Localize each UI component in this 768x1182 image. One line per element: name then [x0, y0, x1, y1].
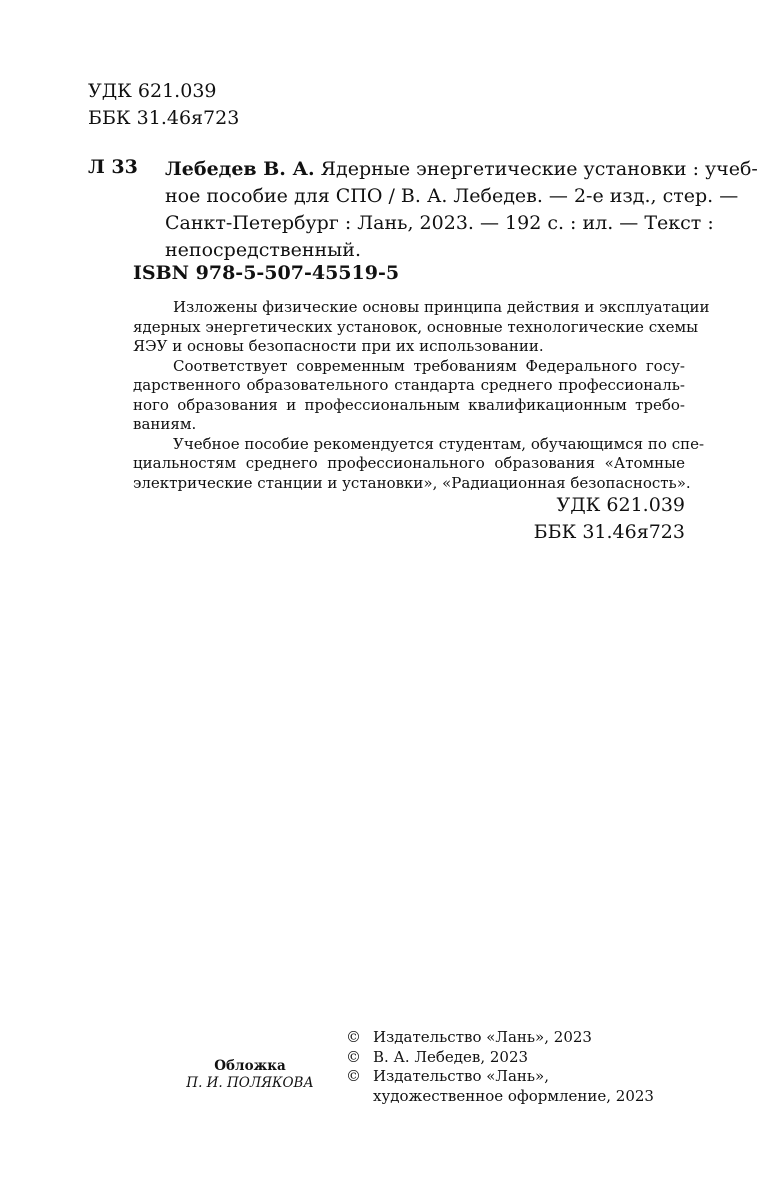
biblio-line-4: непосредственный.: [165, 239, 362, 261]
copyright-design: Издательство «Лань»,: [373, 1067, 550, 1085]
author-mark: Л 33: [88, 156, 138, 178]
annotation-line: Учебное пособие рекомендуется студентам, обучающимся по спе-: [173, 434, 705, 453]
udk-code: УДК 621.039: [88, 80, 217, 102]
bbk-code: ББК 31.46я723: [88, 107, 240, 129]
copyright-icon: ©: [346, 1028, 361, 1046]
copyright-icon: ©: [346, 1047, 361, 1066]
udk-code: УДК 621.039: [556, 494, 685, 516]
annotation-line: электрические станции и установки», «Радиационная безопасность».: [133, 473, 691, 492]
annotation-line: ядерных энергетических установок, основные технологические схемы: [133, 317, 699, 336]
annotation-line: ваниям.: [133, 415, 197, 433]
cover-designer: П. И. ПОЛЯКОВА: [186, 1075, 314, 1091]
copyright-publisher: Издательство «Лань», 2023: [373, 1028, 592, 1046]
copyright-line: [346, 1067, 654, 1087]
author-name: Лебедев В. А.: [165, 158, 315, 180]
cover-label: Обложка: [214, 1058, 286, 1074]
copyright-author: В. А. Лебедев, 2023: [373, 1047, 529, 1066]
classification-codes-bottom: [534, 492, 685, 546]
copyright-line: [346, 1028, 654, 1048]
annotation-line: циальностям среднего профессионального образования «Атомные: [133, 454, 685, 472]
biblio-line-3: Санкт-Петербург : Лань, 2023. — 192 с. : ил. — Текст :: [165, 212, 714, 234]
cover-credit: [160, 1058, 340, 1092]
copyright-design-continuation: художественное оформление, 2023: [373, 1086, 654, 1105]
annotation-line: ЯЭУ и основы безопасности при их использовании.: [133, 337, 544, 355]
bibliographic-record: [165, 156, 758, 264]
annotation-line: Изложены физические основы принципа действия и эксплуатации: [173, 298, 710, 316]
classification-codes-top: [88, 78, 239, 132]
isbn: ISBN 978-5-507-45519-5: [133, 262, 400, 284]
annotation-line: ного образования и профессиональным квалификационным требо-: [133, 395, 685, 414]
annotation-line: Соответствует современным требованиям Федерального госу-: [173, 356, 685, 375]
biblio-line-1: [165, 156, 758, 183]
annotation-line: дарственного образовательного стандарта среднего профессиональ-: [133, 376, 685, 394]
biblio-line-2: ное пособие для СПО / В. А. Лебедев. — 2-е изд., стер. —: [165, 185, 739, 207]
copyright-line: [346, 1048, 654, 1068]
title-start: Ядерные энергетические установки : учеб-: [320, 158, 758, 180]
annotation: [133, 298, 710, 493]
copyright-block: [346, 1028, 654, 1106]
bbk-code: ББК 31.46я723: [533, 521, 685, 543]
copyright-icon: ©: [346, 1067, 361, 1085]
